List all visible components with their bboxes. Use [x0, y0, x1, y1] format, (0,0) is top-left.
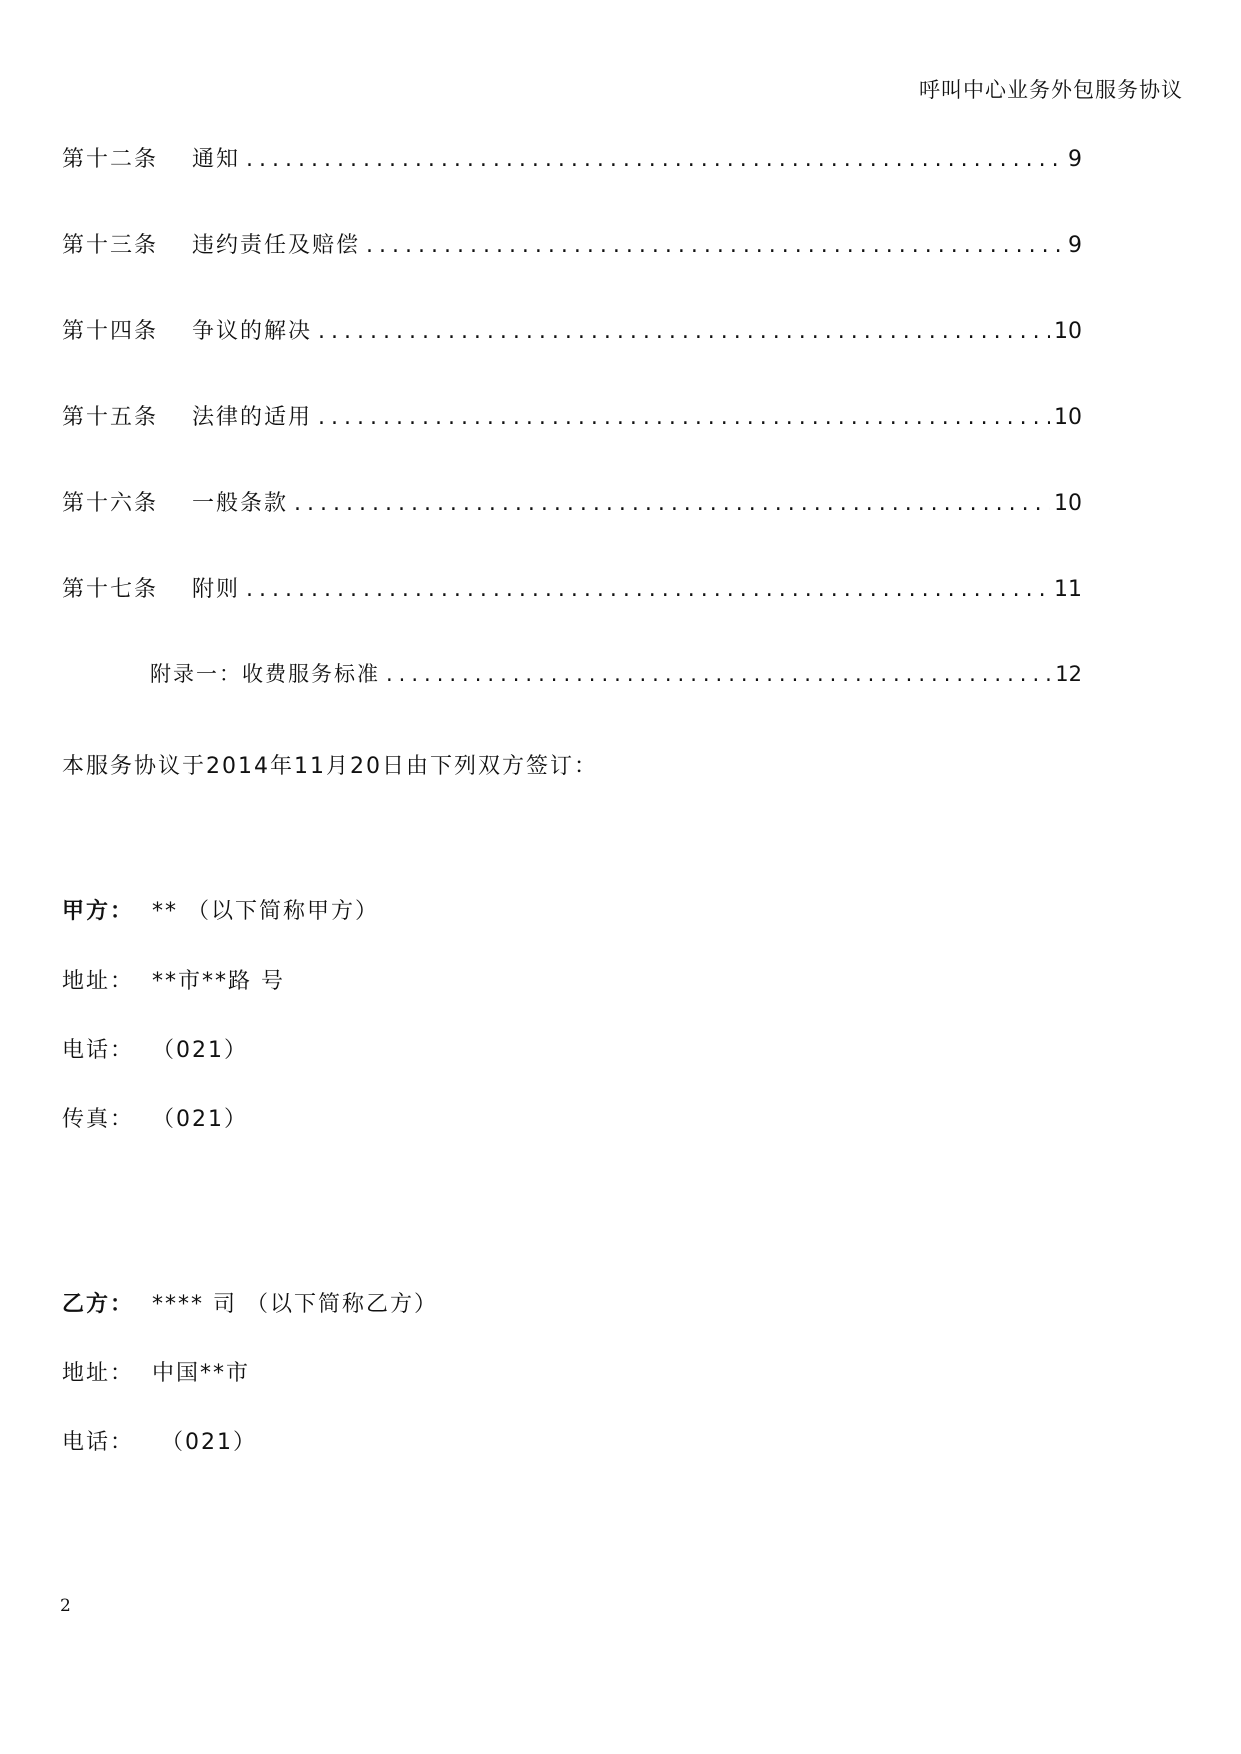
party-b-address-value: 中国**市 [152, 1361, 251, 1386]
toc-entry-title: 附则 [192, 577, 241, 602]
toc-entry-17[interactable] [62, 572, 1082, 658]
running-header: 呼叫中心业务外包服务协议 [919, 78, 1183, 102]
toc-leader-dots [246, 577, 1050, 602]
toc-entry-page: 11 [1054, 577, 1082, 602]
party-a-address-label: 地址： [62, 969, 135, 994]
toc-entry-number: 第十七条 [62, 577, 159, 602]
toc-leader-dots [366, 233, 1064, 258]
toc-leader-dots [246, 147, 1064, 172]
toc-leader-dots [386, 662, 1051, 686]
party-a-phone [62, 1033, 248, 1064]
toc-entry-number: 第十五条 [62, 405, 159, 430]
toc-entry-number: 第十六条 [62, 491, 159, 516]
party-b-name: **** 司 （以下简称乙方） [152, 1292, 438, 1317]
toc-leader-dots [294, 491, 1050, 516]
party-a-label: 甲方： [62, 899, 135, 924]
toc-entry-page: 9 [1068, 147, 1082, 172]
party-a-name: ** （以下简称甲方） [152, 899, 379, 924]
toc-entry-13[interactable] [62, 228, 1082, 314]
party-b-address-label: 地址： [62, 1361, 135, 1386]
toc-entry-page: 10 [1054, 491, 1082, 516]
toc-entry-page: 10 [1054, 405, 1082, 430]
party-a-heading [62, 894, 379, 925]
party-b-phone-value: （021） [152, 1430, 257, 1455]
party-a-phone-label: 电话： [62, 1038, 135, 1063]
party-b-label: 乙方： [62, 1292, 135, 1317]
party-a-address-value: **市**路 号 [152, 969, 285, 994]
intro-paragraph: 本服务协议于2014年11月20日由下列双方签订： [62, 754, 598, 779]
party-b-heading [62, 1287, 438, 1318]
toc-entry-appendix[interactable] [62, 658, 1082, 744]
toc-entry-16[interactable] [62, 486, 1082, 572]
toc-entry-number: 第十三条 [62, 233, 159, 258]
toc-entry-number: 第十四条 [62, 319, 159, 344]
party-a-fax-label: 传真： [62, 1107, 135, 1132]
party-b-address [62, 1356, 250, 1387]
toc-entry-page: 12 [1055, 662, 1082, 686]
toc-entry-title: 违约责任及赔偿 [192, 233, 361, 258]
party-b-phone [62, 1425, 257, 1456]
toc-leader-dots [318, 405, 1050, 430]
toc-entry-title: 争议的解决 [192, 319, 313, 344]
toc-entry-15[interactable] [62, 400, 1082, 486]
table-of-contents [62, 142, 1082, 744]
toc-entry-page: 10 [1054, 319, 1082, 344]
party-a-phone-value: （021） [152, 1038, 248, 1063]
party-a-address [62, 964, 285, 995]
toc-entry-14[interactable] [62, 314, 1082, 400]
toc-entry-page: 9 [1068, 233, 1082, 258]
toc-entry-title: 通知 [192, 147, 241, 172]
page-number: 2 [60, 1596, 71, 1616]
toc-entry-title: 附录一：收费服务标准 [150, 662, 380, 686]
party-a-fax-value: （021） [152, 1107, 248, 1132]
toc-entry-12[interactable] [62, 142, 1082, 228]
toc-entry-title: 一般条款 [192, 491, 289, 516]
party-b-phone-label: 电话： [62, 1430, 135, 1455]
toc-entry-number: 第十二条 [62, 147, 159, 172]
toc-leader-dots [318, 319, 1050, 344]
toc-entry-title: 法律的适用 [192, 405, 313, 430]
party-a-fax [62, 1102, 248, 1133]
